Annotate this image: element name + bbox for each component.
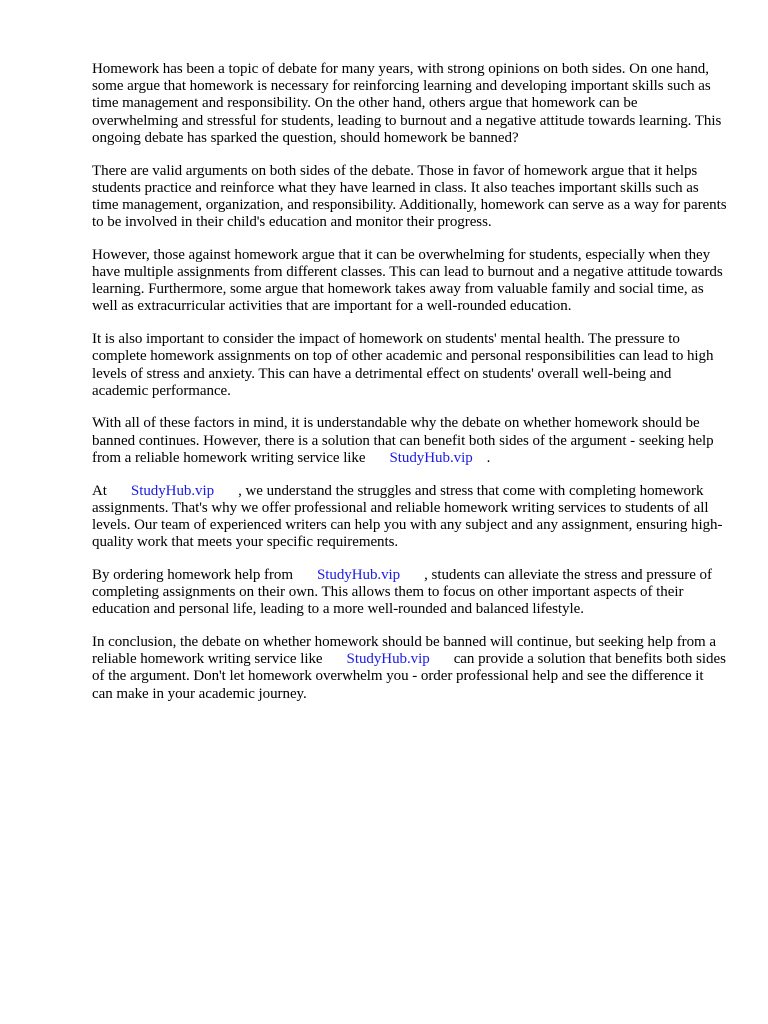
paragraph-text: . [486,449,491,466]
paragraph-solution [92,415,727,467]
paragraph-text: , students can alleviate the stress and pressure of completing assignments on their own. This allows them to focus on other important aspects of their education and personal life, leading to a more well-rounded and balanced lifestyle. [92,566,712,618]
paragraph-conclusion [92,634,727,703]
studyhub-link[interactable]: StudyHub.vip [316,566,401,583]
paragraph-arguments-for: There are valid arguments on both sides of the debate. Those in favor of homework argue that it helps students practice and reinforce what they have learned in class. It also teaches important skills such as time management, organization, and responsibility. Additionally, homework can serve as a way for parents to be involved in their child's education and monitor their progress. [92,162,727,231]
paragraph-arguments-against: However, those against homework argue that it can be overwhelming for students, especially when they have multiple assignments from different classes. This can lead to burnout and a negative attitude towards learning. Furthermore, some argue that homework takes away from valuable family and social time, as well as extracurricular activities that are important for a well-rounded education. [92,246,723,315]
studyhub-link[interactable]: StudyHub.vip [130,482,215,499]
paragraph-mental-health: It is also important to consider the impact of homework on students' mental health. The pressure to complete homework assignments on top of other academic and personal responsibilities can lead to high levels of stress and anxiety. This can have a detrimental effect on students' overall well-being and academic performance. [92,331,714,399]
paragraph-text: , we understand the struggles and stress that come with completing homework assignments. That's why we offer professional and reliable homework writing services to students of all levels. Our team of experienced writers can help you with any subject and any assignment, ensuring high-quality work that meets your specific requirements. [92,482,723,551]
paragraph-text: In conclusion, the debate on whether homework should be banned will continue, but seeking help from a reliable homework writing service like [92,633,716,668]
studyhub-link[interactable]: StudyHub.vip [346,651,430,668]
paragraph-text: By ordering homework help from [92,566,293,583]
document-body [92,61,727,718]
paragraph-ordering [92,567,727,619]
paragraph-text: At [92,482,107,499]
paragraph-text: With all of these factors in mind, it is understandable why the debate on whether homework should be banned continues. However, there is a solution that can benefit both sides of the argument - seeking help from a reliable homework writing service like [92,415,714,466]
studyhub-link[interactable]: StudyHub.vip [389,449,473,466]
paragraph-text: can provide a solution that benefits both sides of the argument. Don't let homework overwhelm you - order professional help and see the difference it can make in your academic journey. [92,651,726,702]
paragraph-intro: Homework has been a topic of debate for many years, with strong opinions on both sides. On one hand, some argue that homework is necessary for reinforcing learning and developing important skills such as time management and responsibility. On the other hand, others argue that homework can be overwhelming and stressful for students, leading to burnout and a negative attitude towards learning. This ongoing debate has sparked the question, should homework be banned? [92,61,722,146]
paragraph-service [92,483,727,552]
